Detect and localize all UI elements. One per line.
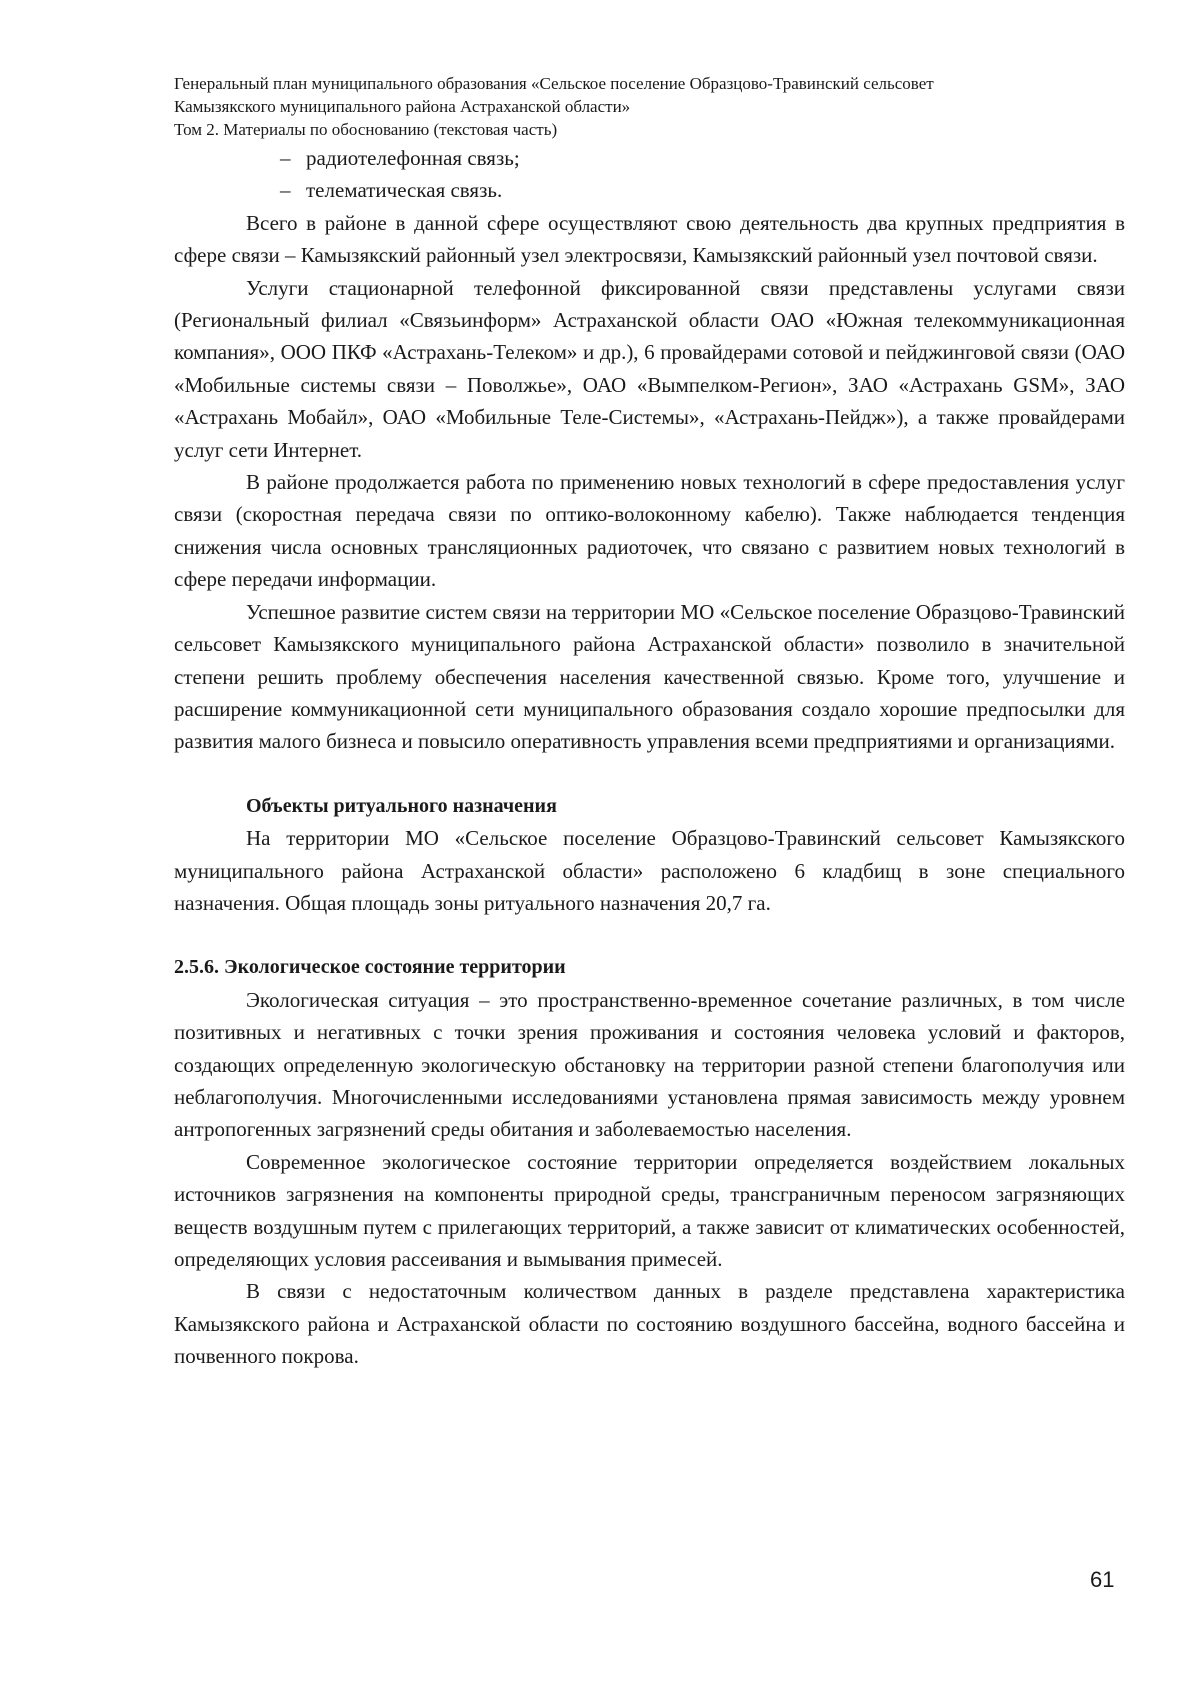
header-line-2: Камызякского муниципального района Астраханской области» xyxy=(174,97,631,116)
dash-marker: – xyxy=(280,178,291,203)
paragraph-ecological-state: Современное экологическое состояние территории определяется воздействием локальных источников загрязнения на компоненты природной среды, трансграничным переносом загрязняющих веществ воздушным путем с прилегающих территорий, а также зависит от климатических особенностей, определяющих условия рассеивания и вымывания примесей. xyxy=(174,1149,1125,1271)
paragraph-communications-enterprises: Всего в районе в данной сфере осуществляют свою деятельность два крупных предприятия в сфере связи – Камызякский районный узел электросвязи, Камызякский районный узел почтовой связи. xyxy=(174,210,1125,268)
list-item xyxy=(174,142,1125,174)
header-line-1: Генеральный план муниципального образования «Сельское поселение Образцово-Травинский сельсовет xyxy=(174,74,934,93)
section-heading-ecology: 2.5.6. Экологическое состояние территории xyxy=(174,956,566,979)
running-header xyxy=(174,72,1134,141)
paragraph-data-note: В связи с недостаточным количеством данных в разделе представлена характеристика Камызякского района и Астраханской области по состоянию воздушного бассейна, водного бассейна и почвенного покрова. xyxy=(174,1279,1125,1369)
paragraph-new-technologies: В районе продолжается работа по применению новых технологий в сфере предоставления услуг связи (скоростная передача связи по оптико-волоконному кабелю). Также наблюдается тенденция снижения числа основных трансляционных радиоточек, что связано с развитием новых технологий в сфере передачи информации. xyxy=(174,470,1125,592)
header-line-3: Том 2. Материалы по обоснованию (текстовая часть) xyxy=(174,120,558,139)
list-item-text: радиотелефонная связь; xyxy=(306,146,520,170)
ritual-objects-heading: Объекты ритуального назначения xyxy=(246,794,557,817)
list-item xyxy=(174,174,1125,206)
spacer xyxy=(174,919,1125,951)
paragraph-ecological-situation: Экологическая ситуация – это пространственно-временное сочетание различных, в том числе позитивных и негативных с точки зрения проживания и состояния человека условий и факторов, создающих определенную экологическую обстановку на территории разной степени благополучия или неблагополучия. Многочисленными исследованиями установлена прямая зависимость между уровнем антропогенных загрязнений среды обитания и заболеваемостью населения. xyxy=(174,987,1125,1142)
paragraph-telephony-providers: Услуги стационарной телефонной фиксированной связи представлены услугами связи (Региональный филиал «Связьинформ» Астраханской области ОАО «Южная телекоммуникационная компания», ООО ПКФ «Астрахань-Телеком» и др.), 6 провайдерами сотовой и пейджинговой связи (ОАО «Мобильные системы связи – Поволжье», ОАО «Вымпелком-Регион», ЗАО «Астрахань GSM», ЗАО «Астрахань Мобайл», ОАО «Мобильные Теле-Системы», «Астрахань-Пейдж»), а также провайдерами услуг сети Интернет. xyxy=(174,275,1125,462)
page-number: 61 xyxy=(1090,1567,1115,1592)
paragraph-cemeteries: На территории МО «Сельское поселение Образцово-Травинский сельсовет Камызякского муниципального района Астраханской области» расположено 6 кладбищ в зоне специального назначения. Общая площадь зоны ритуального назначения 20,7 га. xyxy=(174,826,1125,915)
bullet-list xyxy=(174,142,1125,207)
paragraph-communication-development: Успешное развитие систем связи на территории МО «Сельское поселение Образцово-Травинский сельсовет Камызякского муниципального района Астраханской области» позволило в значительной степени решить проблему обеспечения населения качественной связью. Кроме того, улучшение и расширение коммуникационной сети муниципального образования создало хорошие предпосылки для развития малого бизнеса и повысило оперативность управления всеми предприятиями и организациями. xyxy=(174,599,1125,754)
list-item-text: телематическая связь. xyxy=(306,178,503,203)
spacer xyxy=(174,758,1125,790)
document-body xyxy=(174,142,1125,1373)
dash-marker: – xyxy=(280,146,291,170)
